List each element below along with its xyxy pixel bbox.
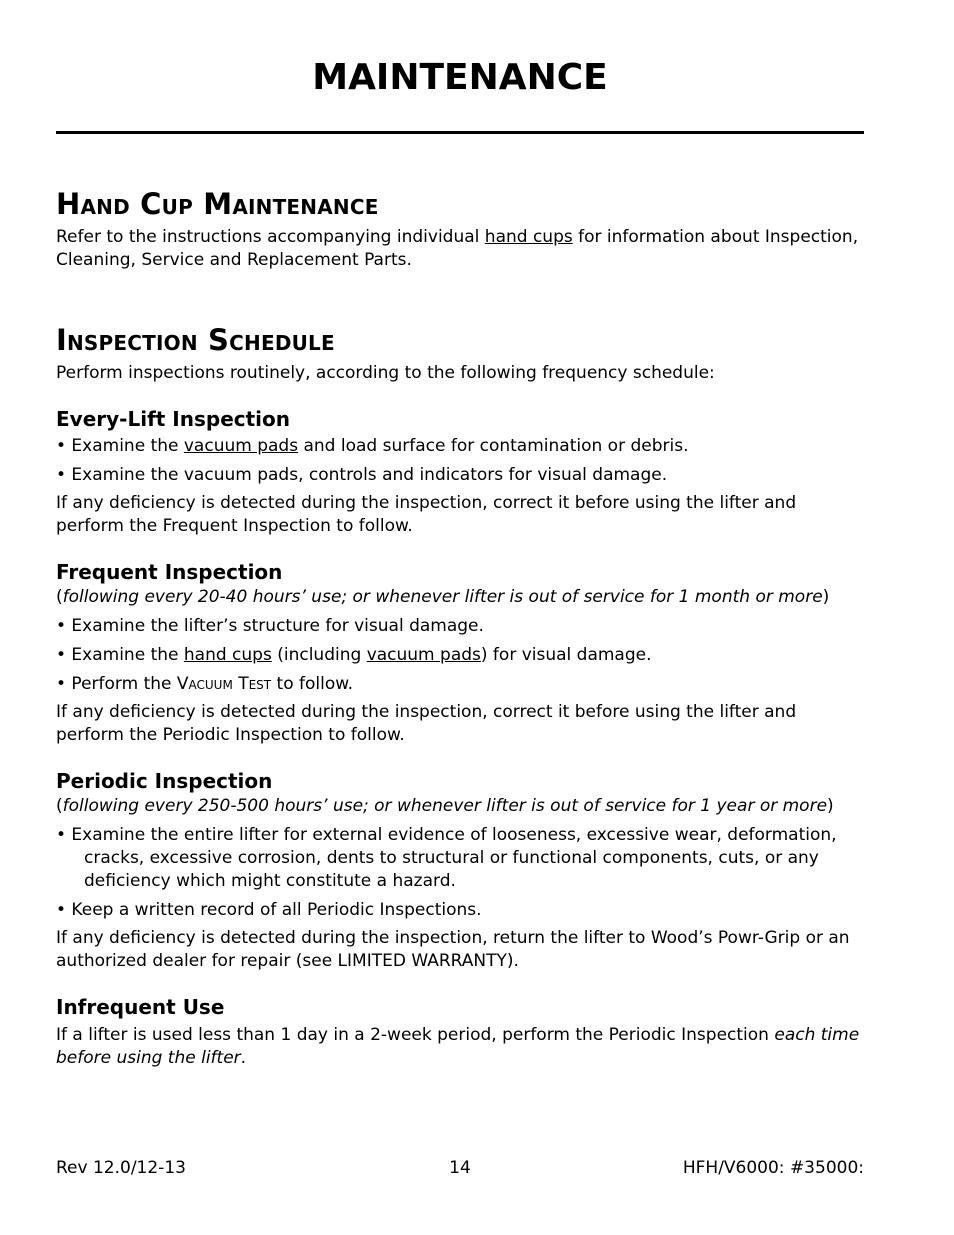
frequent-b3-post: to follow.	[271, 674, 353, 694]
frequent-bullet-1: • Examine the lifter’s structure for visual damage.	[56, 616, 484, 636]
periodic-b1-line-2: cracks, excessive corrosion, dents to structural or functional components, cuts, or any	[84, 848, 819, 868]
paren-open: (	[56, 796, 63, 816]
frequent-b2-mid: (including	[271, 645, 367, 665]
hand-cup-text	[56, 226, 864, 272]
infrequent-text	[56, 1024, 864, 1070]
infrequent-emphasis: each time before using the lifter	[56, 1025, 860, 1068]
frequent-section	[56, 558, 864, 747]
every-lift-section	[56, 405, 864, 538]
frequent-bullet-2	[56, 644, 864, 667]
schedule-section	[56, 322, 864, 385]
hand-cup-text-after: for information about Inspection, Cleaning, Service and Replacement Parts.	[56, 227, 859, 270]
frequent-b3-pre: • Perform the	[56, 674, 177, 694]
frequent-condition	[56, 586, 864, 609]
infrequent-section	[56, 993, 864, 1070]
periodic-condition	[56, 795, 864, 818]
vacuum-pads-link-2[interactable]: vacuum pads	[366, 645, 481, 665]
hand-cup-text-before: Refer to the instructions accompanying individual	[56, 227, 485, 247]
schedule-intro: Perform inspections routinely, according to the following frequency schedule:	[56, 363, 715, 383]
paren-close: )	[822, 587, 830, 607]
periodic-note: If any deficiency is detected during the inspection, return the lifter to Wood’s Powr-Grip or an authorized dealer for repair (see LIMITED WARRANTY).	[56, 928, 850, 971]
hand-cups-link[interactable]: hand cups	[484, 227, 573, 247]
vacuum-test-reference: Vacuum Test	[176, 674, 272, 694]
periodic-bullet-2: • Keep a written record of all Periodic Inspections.	[56, 900, 482, 920]
frequent-condition-text: following every 20-40 hours’ use; or whenever lifter is out of service for 1 month or more	[62, 587, 823, 607]
hand-cup-heading: Hand Cup Maintenance	[56, 187, 379, 221]
hand-cups-link-2[interactable]: hand cups	[183, 645, 272, 665]
every-lift-bullet-1	[56, 435, 864, 458]
periodic-b1-line-3: deficiency which might constitute a hazard.	[84, 871, 456, 891]
page-title: MAINTENANCE	[312, 57, 608, 98]
frequent-b2-pre: • Examine the	[56, 645, 184, 665]
every-lift-b1-pre: • Examine the	[56, 436, 184, 456]
vacuum-pads-link[interactable]: vacuum pads	[183, 436, 299, 456]
title-rule	[56, 131, 864, 134]
hand-cup-section	[56, 186, 864, 272]
paren-close: )	[827, 796, 834, 816]
periodic-bullet-1	[56, 824, 864, 893]
document-id: HFH/V6000: #35000:	[682, 1158, 864, 1178]
periodic-heading: Periodic Inspection	[56, 769, 273, 793]
every-lift-heading: Every-Lift Inspection	[56, 407, 291, 431]
periodic-section	[56, 767, 864, 973]
page-number: 14	[449, 1158, 471, 1178]
infrequent-heading: Infrequent Use	[56, 995, 225, 1019]
page-content	[56, 186, 864, 1070]
frequent-b2-post: ) for visual damage.	[480, 645, 652, 665]
periodic-condition-text: following every 250-500 hours’ use; or whenever lifter is out of service for 1 year or more	[62, 796, 828, 816]
infrequent-text-end: .	[240, 1048, 247, 1068]
periodic-b1-line-1: • Examine the entire lifter for external evidence of looseness, excessive wear, deformation,	[56, 825, 837, 845]
frequent-heading: Frequent Inspection	[56, 560, 283, 584]
frequent-note: If any deficiency is detected during the inspection, correct it before using the lifter and perform the Periodic Inspection to follow.	[56, 702, 797, 745]
schedule-heading: Inspection Schedule	[56, 323, 335, 357]
paren-open: (	[56, 587, 63, 607]
infrequent-text-main: If a lifter is used less than 1 day in a 2-week period, perform the Periodic Inspection	[56, 1025, 775, 1045]
every-lift-bullet-2: • Examine the vacuum pads, controls and indicators for visual damage.	[56, 465, 668, 485]
every-lift-b1-post: and load surface for contamination or debris.	[298, 436, 689, 456]
revision-label: Rev 12.0/12-13	[56, 1158, 186, 1178]
every-lift-note: If any deficiency is detected during the inspection, correct it before using the lifter and perform the Frequent Inspection to follow.	[56, 493, 797, 536]
frequent-bullet-3	[56, 673, 864, 696]
